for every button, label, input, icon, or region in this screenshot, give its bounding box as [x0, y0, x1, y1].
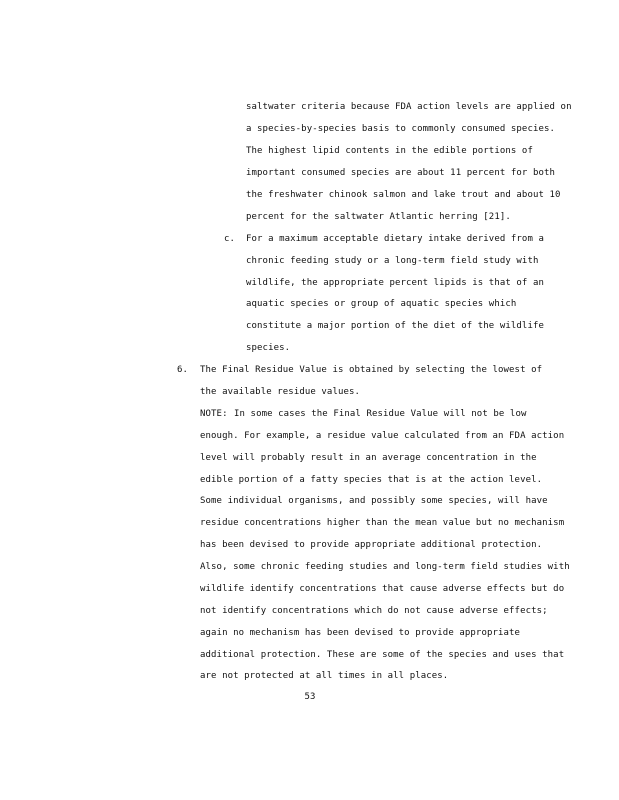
text-line: Some individual organisms, and possibly some species, will have: [200, 496, 548, 506]
text-line: species.: [246, 343, 291, 353]
text-line: has been devised to provide appropriate additional protection.: [200, 540, 543, 550]
list-marker-c: c.: [224, 234, 236, 244]
text-line: For a maximum acceptable dietary intake derived from a: [246, 234, 544, 244]
text-line: wildlife, the appropriate percent lipids is that of an: [246, 278, 544, 288]
text-line: the freshwater chinook salmon and lake trout and about 10: [246, 190, 561, 200]
text-line: percent for the saltwater Atlantic herring [21].: [246, 212, 511, 222]
text-line: enough. For example, a residue value calculated from an FDA action: [200, 431, 565, 441]
text-line: important consumed species are about 11 percent for both: [246, 168, 556, 178]
text-line: aquatic species or group of aquatic species which: [246, 299, 517, 309]
text-line: are not protected at all times in all places.: [200, 671, 449, 681]
page-number: 53: [304, 692, 316, 702]
text-line: not identify concentrations which do not cause adverse effects;: [200, 606, 548, 616]
text-line: a species-by-species basis to commonly consumed species.: [246, 124, 556, 134]
text-line: additional protection. These are some of the species and uses that: [200, 650, 565, 660]
list-marker-6: 6.: [177, 365, 189, 375]
text-line: residue concentrations higher than the mean value but no mechanism: [200, 518, 565, 528]
text-line: edible portion of a fatty species that is at the action level.: [200, 475, 543, 485]
text-line: chronic feeding study or a long-term field study with: [246, 256, 539, 266]
text-line: Also, some chronic feeding studies and long-term field studies with: [200, 562, 570, 572]
text-line: again no mechanism has been devised to provide appropriate: [200, 628, 521, 638]
text-line: saltwater criteria because FDA action levels are applied on: [246, 102, 572, 112]
text-line: The highest lipid contents in the edible portions of: [246, 146, 533, 156]
note-label: NOTE:: [200, 409, 228, 419]
text-line: the available residue values.: [200, 387, 361, 397]
text-line: wildlife identify concentrations that cause adverse effects but do: [200, 584, 565, 594]
text-line: The Final Residue Value is obtained by selecting the lowest of: [200, 365, 543, 375]
text-line: level will probably result in an average concentration in the: [200, 453, 537, 463]
text-line: In some cases the Final Residue Value will not be low: [234, 409, 527, 419]
text-line: constitute a major portion of the diet of the wildlife: [246, 321, 544, 331]
